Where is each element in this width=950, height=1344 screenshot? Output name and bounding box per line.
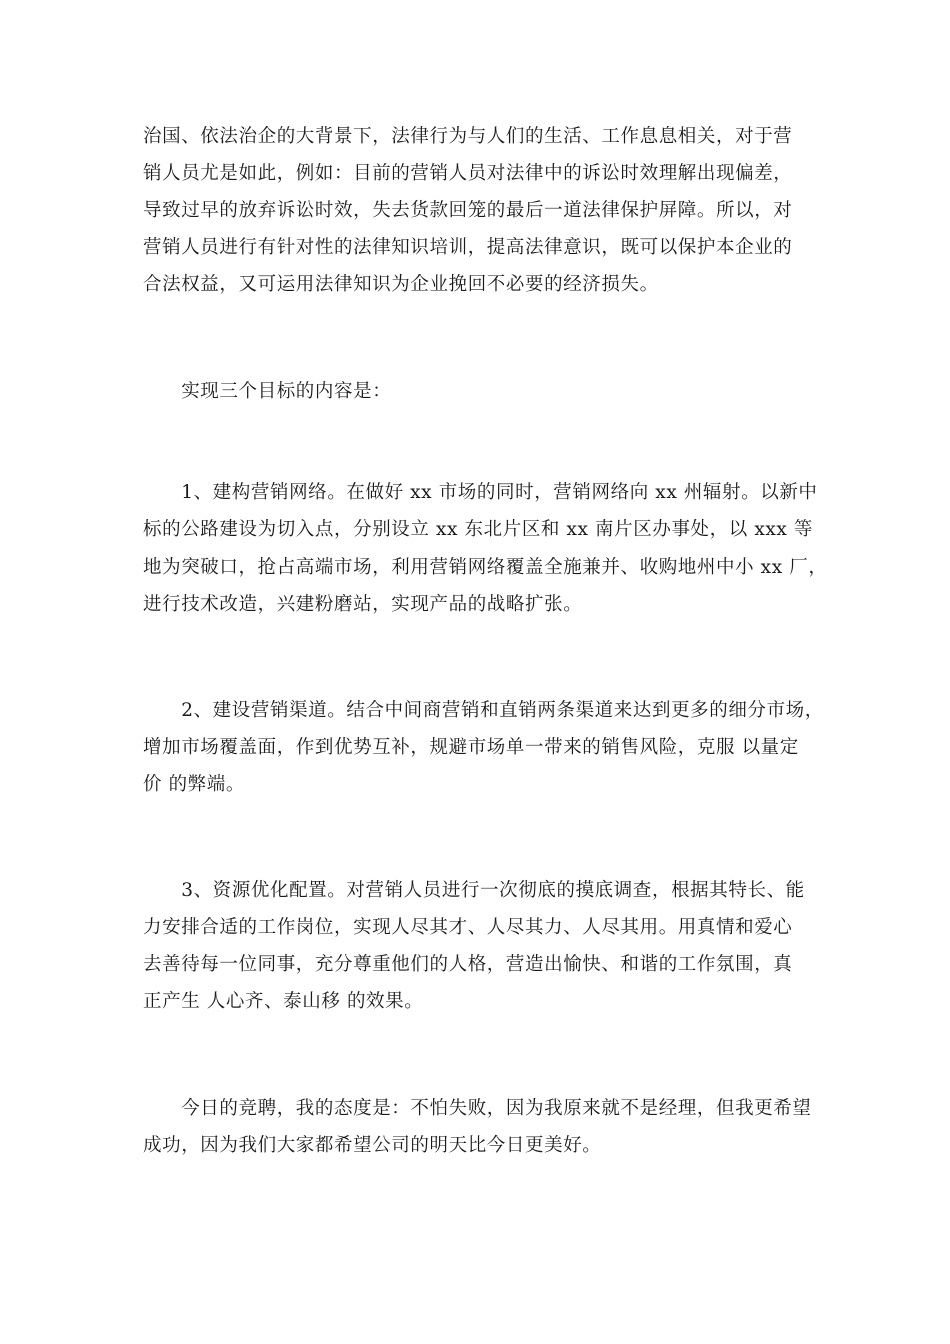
paragraph-1-line-2: 销人员尤是如此，例如：目前的营销人员对法律中的诉讼时效理解出现偏差， [143,163,793,184]
paragraph-6-line-1: 今日的竞聘，我的态度是：不怕失败，因为我原来就不是经理，但我更希望 [143,1098,812,1119]
paragraph-6-line-2: 成功，因为我们大家都希望公司的明天比今日更美好。 [143,1135,602,1156]
paragraph-3-line-1: 1、建构营销网络。在做好 xx 市场的同时，营销网络向 xx 州辐射。以新中 [143,482,818,503]
paragraph-1-line-1: 治国、依法治企的大背景下，法律行为与人们的生活、工作息息相关，对于营 [143,126,793,147]
paragraph-1-line-3: 导致过早的放弃诉讼时效，失去货款回笼的最后一道法律保护屏障。所以，对 [143,200,793,221]
paragraph-3-line-4: 进行技术改造，兴建粉磨站，实现产品的战略扩张。 [143,594,583,615]
paragraph-5-line-1: 3、资源优化配置。对营销人员进行一次彻底的摸底调查，根据其特长、能 [143,880,805,901]
paragraph-5-line-4: 正产生 人心齐、泰山移 的效果。 [143,991,424,1012]
paragraph-4-line-2: 增加市场覆盖面，作到优势互补，规避市场单一带来的销售风险，克服 以量定 [143,737,799,758]
paragraph-1-line-5: 合法权益，又可运用法律知识为企业挽回不必要的经济损失。 [143,274,659,295]
paragraph-4-line-3: 价 的弊端。 [143,774,245,795]
paragraph-4-line-1: 2、建设营销渠道。结合中间商营销和直销两条渠道来达到更多的细分市场， [143,700,824,721]
paragraph-3-line-2: 标的公路建设为切入点，分别设立 xx 东北片区和 xx 南片区办事处，以 xxx 等 [143,519,814,540]
paragraph-3-line-3: 地为突破口，抢占高端市场，利用营销网络覆盖全施兼并、收购地州中小 xx 厂， [143,557,828,578]
paragraph-2-line-1: 实现三个目标的内容是： [143,381,392,402]
paragraph-1-line-4: 营销人员进行有针对性的法律知识培训，提高法律意识，既可以保护本企业的 [143,237,793,258]
paragraph-5-line-2: 力安排合适的工作岗位，实现人尽其才、人尽其力、人尽其用。用真情和爱心 [143,917,793,938]
paragraph-5-line-3: 去善待每一位同事，充分尊重他们的人格，营造出愉快、和谐的工作氛围，真 [143,954,793,975]
